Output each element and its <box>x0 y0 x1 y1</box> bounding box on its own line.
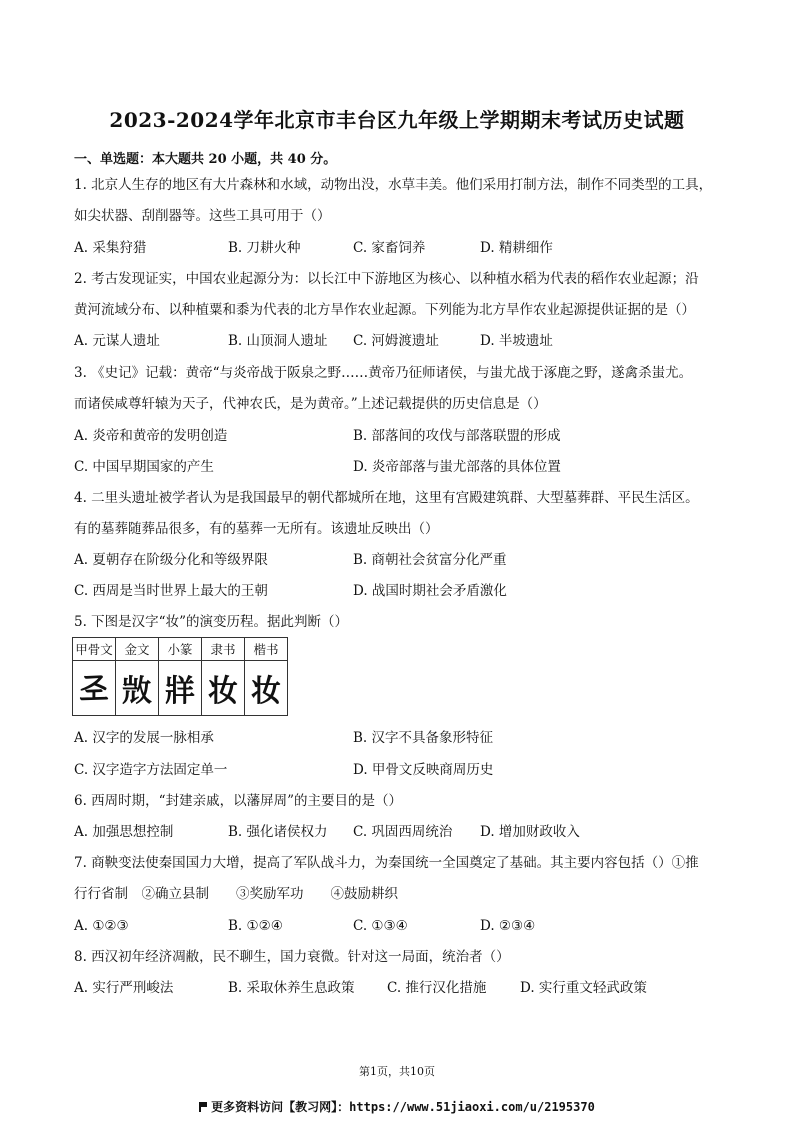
option-b: B. 刀耕火种 <box>228 240 301 256</box>
page-title: 2023-2024学年北京市丰台区九年级上学期期末考试历史试题 <box>109 108 685 132</box>
script-header: 小篆 <box>159 638 202 661</box>
option-c: C. 汉字造字方法固定单一 <box>74 762 228 778</box>
promo-text[interactable]: 更多资料访问【教习网】：https://www.51jiaoxi.com/u/2195370 <box>211 1100 595 1114</box>
option-d: D. 炎帝部落与蚩尤部落的具体位置 <box>353 459 561 475</box>
question-4-stem-line-2: 有的墓葬随葬品很多，有的墓葬一无所有。该遗址反映出（） <box>74 521 439 537</box>
option-a: A. 汉字的发展一脉相承 <box>74 730 214 746</box>
option-a: A. 元谋人遗址 <box>74 333 160 349</box>
option-d: D. 实行重文轻武政策 <box>520 980 647 996</box>
option-c: C. 家畜饲养 <box>353 240 426 256</box>
script-header: 金文 <box>116 638 159 661</box>
script-header: 隶书 <box>202 638 245 661</box>
option-b: B. ①②④ <box>228 918 283 934</box>
option-c: C. ①③④ <box>353 918 408 934</box>
option-c: C. 河姆渡遗址 <box>353 333 439 349</box>
question-6-stem: 6. 西周时期，“封建亲戚，以藩屏周”的主要目的是（） <box>74 793 402 809</box>
oracle-bone-glyph: 𢀖 <box>73 661 116 716</box>
bronze-script-glyph: 𣁋 <box>116 661 159 716</box>
option-c: C. 西周是当时世界上最大的王朝 <box>74 583 268 599</box>
option-a: A. 炎帝和黄帝的发明创造 <box>74 428 228 444</box>
section-heading: 一、单选题：本大题共 20 小题，共 40 分。 <box>74 152 337 167</box>
clerical-script-glyph: 妆 <box>202 661 245 716</box>
regular-script-glyph: 妆 <box>245 661 288 716</box>
option-c: C. 巩固西周统治 <box>353 824 453 840</box>
script-header: 楷书 <box>245 638 288 661</box>
option-d: D. 半坡遗址 <box>480 333 553 349</box>
question-5-stem: 5. 下图是汉字“妆”的演变历程。据此判断（） <box>74 614 348 630</box>
option-c: C. 中国早期国家的产生 <box>74 459 214 475</box>
option-d: D. 战国时期社会矛盾激化 <box>353 583 507 599</box>
option-b: B. 山顶洞人遗址 <box>228 333 328 349</box>
option-a: A. 采集狩猎 <box>74 240 147 256</box>
option-b: B. 汉字不具备象形特征 <box>353 730 494 746</box>
question-3-stem-line-1: 3. 《史记》记载：黄帝“与炎帝战于阪泉之野……黄帝乃征师诸侯，与蚩尤战于涿鹿之野，遂禽杀蚩尤。 <box>74 365 693 381</box>
option-a: A. ①②③ <box>74 918 129 934</box>
question-1-stem-line-2: 如尖状器、刮削器等。这些工具可用于（） <box>74 208 331 224</box>
flag-icon <box>199 1102 207 1112</box>
option-b: B. 采取休养生息政策 <box>228 980 355 996</box>
option-a: A. 加强思想控制 <box>74 824 174 840</box>
option-a: A. 实行严刑峻法 <box>74 980 174 996</box>
question-7-stem-line-2: 行行省制 ②确立县制 ③奖励军功 ④鼓励耕织 <box>74 886 398 902</box>
option-a: A. 夏朝存在阶级分化和等级界限 <box>74 552 268 568</box>
page-number: 第1页，共10页 <box>359 1065 435 1078</box>
question-2-stem-line-1: 2. 考古发现证实，中国农业起源分为：以长江中下游地区为核心、以种植水稻为代表的稻作农业起源；沿 <box>74 271 699 287</box>
option-d: D. 增加财政收入 <box>480 824 580 840</box>
question-3-stem-line-2: 而诸侯咸尊轩辕为天子，代神农氏，是为黄帝。”上述记载提供的历史信息是（） <box>74 396 547 412</box>
option-b: B. 部落间的攻伐与部落联盟的形成 <box>353 428 561 444</box>
small-seal-glyph: 牂 <box>159 661 202 716</box>
question-7-stem-line-1: 7. 商鞅变法使秦国国力大增，提高了军队战斗力，为秦国统一全国奠定了基础。其主要内容包括（）①推 <box>74 855 699 871</box>
script-header: 甲骨文 <box>73 638 116 661</box>
option-b: B. 商朝社会贫富分化严重 <box>353 552 507 568</box>
option-d: D. ②③④ <box>480 918 536 934</box>
option-b: B. 强化诸侯权力 <box>228 824 328 840</box>
option-d: D. 精耕细作 <box>480 240 553 256</box>
character-evolution-table <box>72 637 288 716</box>
question-2-stem-line-2: 黄河流域分布、以种植粟和黍为代表的北方旱作农业起源。下列能为北方旱作农业起源提供证据的是（） <box>74 302 695 318</box>
promo-link[interactable] <box>0 1098 794 1115</box>
question-1-stem-line-1: 1. 北京人生存的地区有大片森林和水域，动物出没，水草丰美。他们采用打制方法，制作不同类型的工具， <box>74 177 713 193</box>
question-8-stem: 8. 西汉初年经济凋敝，民不聊生，国力衰微。针对这一局面，统治者（） <box>74 949 510 965</box>
option-d: D. 甲骨文反映商周历史 <box>353 762 494 778</box>
option-c: C. 推行汉化措施 <box>387 980 487 996</box>
question-4-stem-line-1: 4. 二里头遗址被学者认为是我国最早的朝代都城所在地，这里有宫殿建筑群、大型墓葬群、平民生活区。 <box>74 490 699 506</box>
